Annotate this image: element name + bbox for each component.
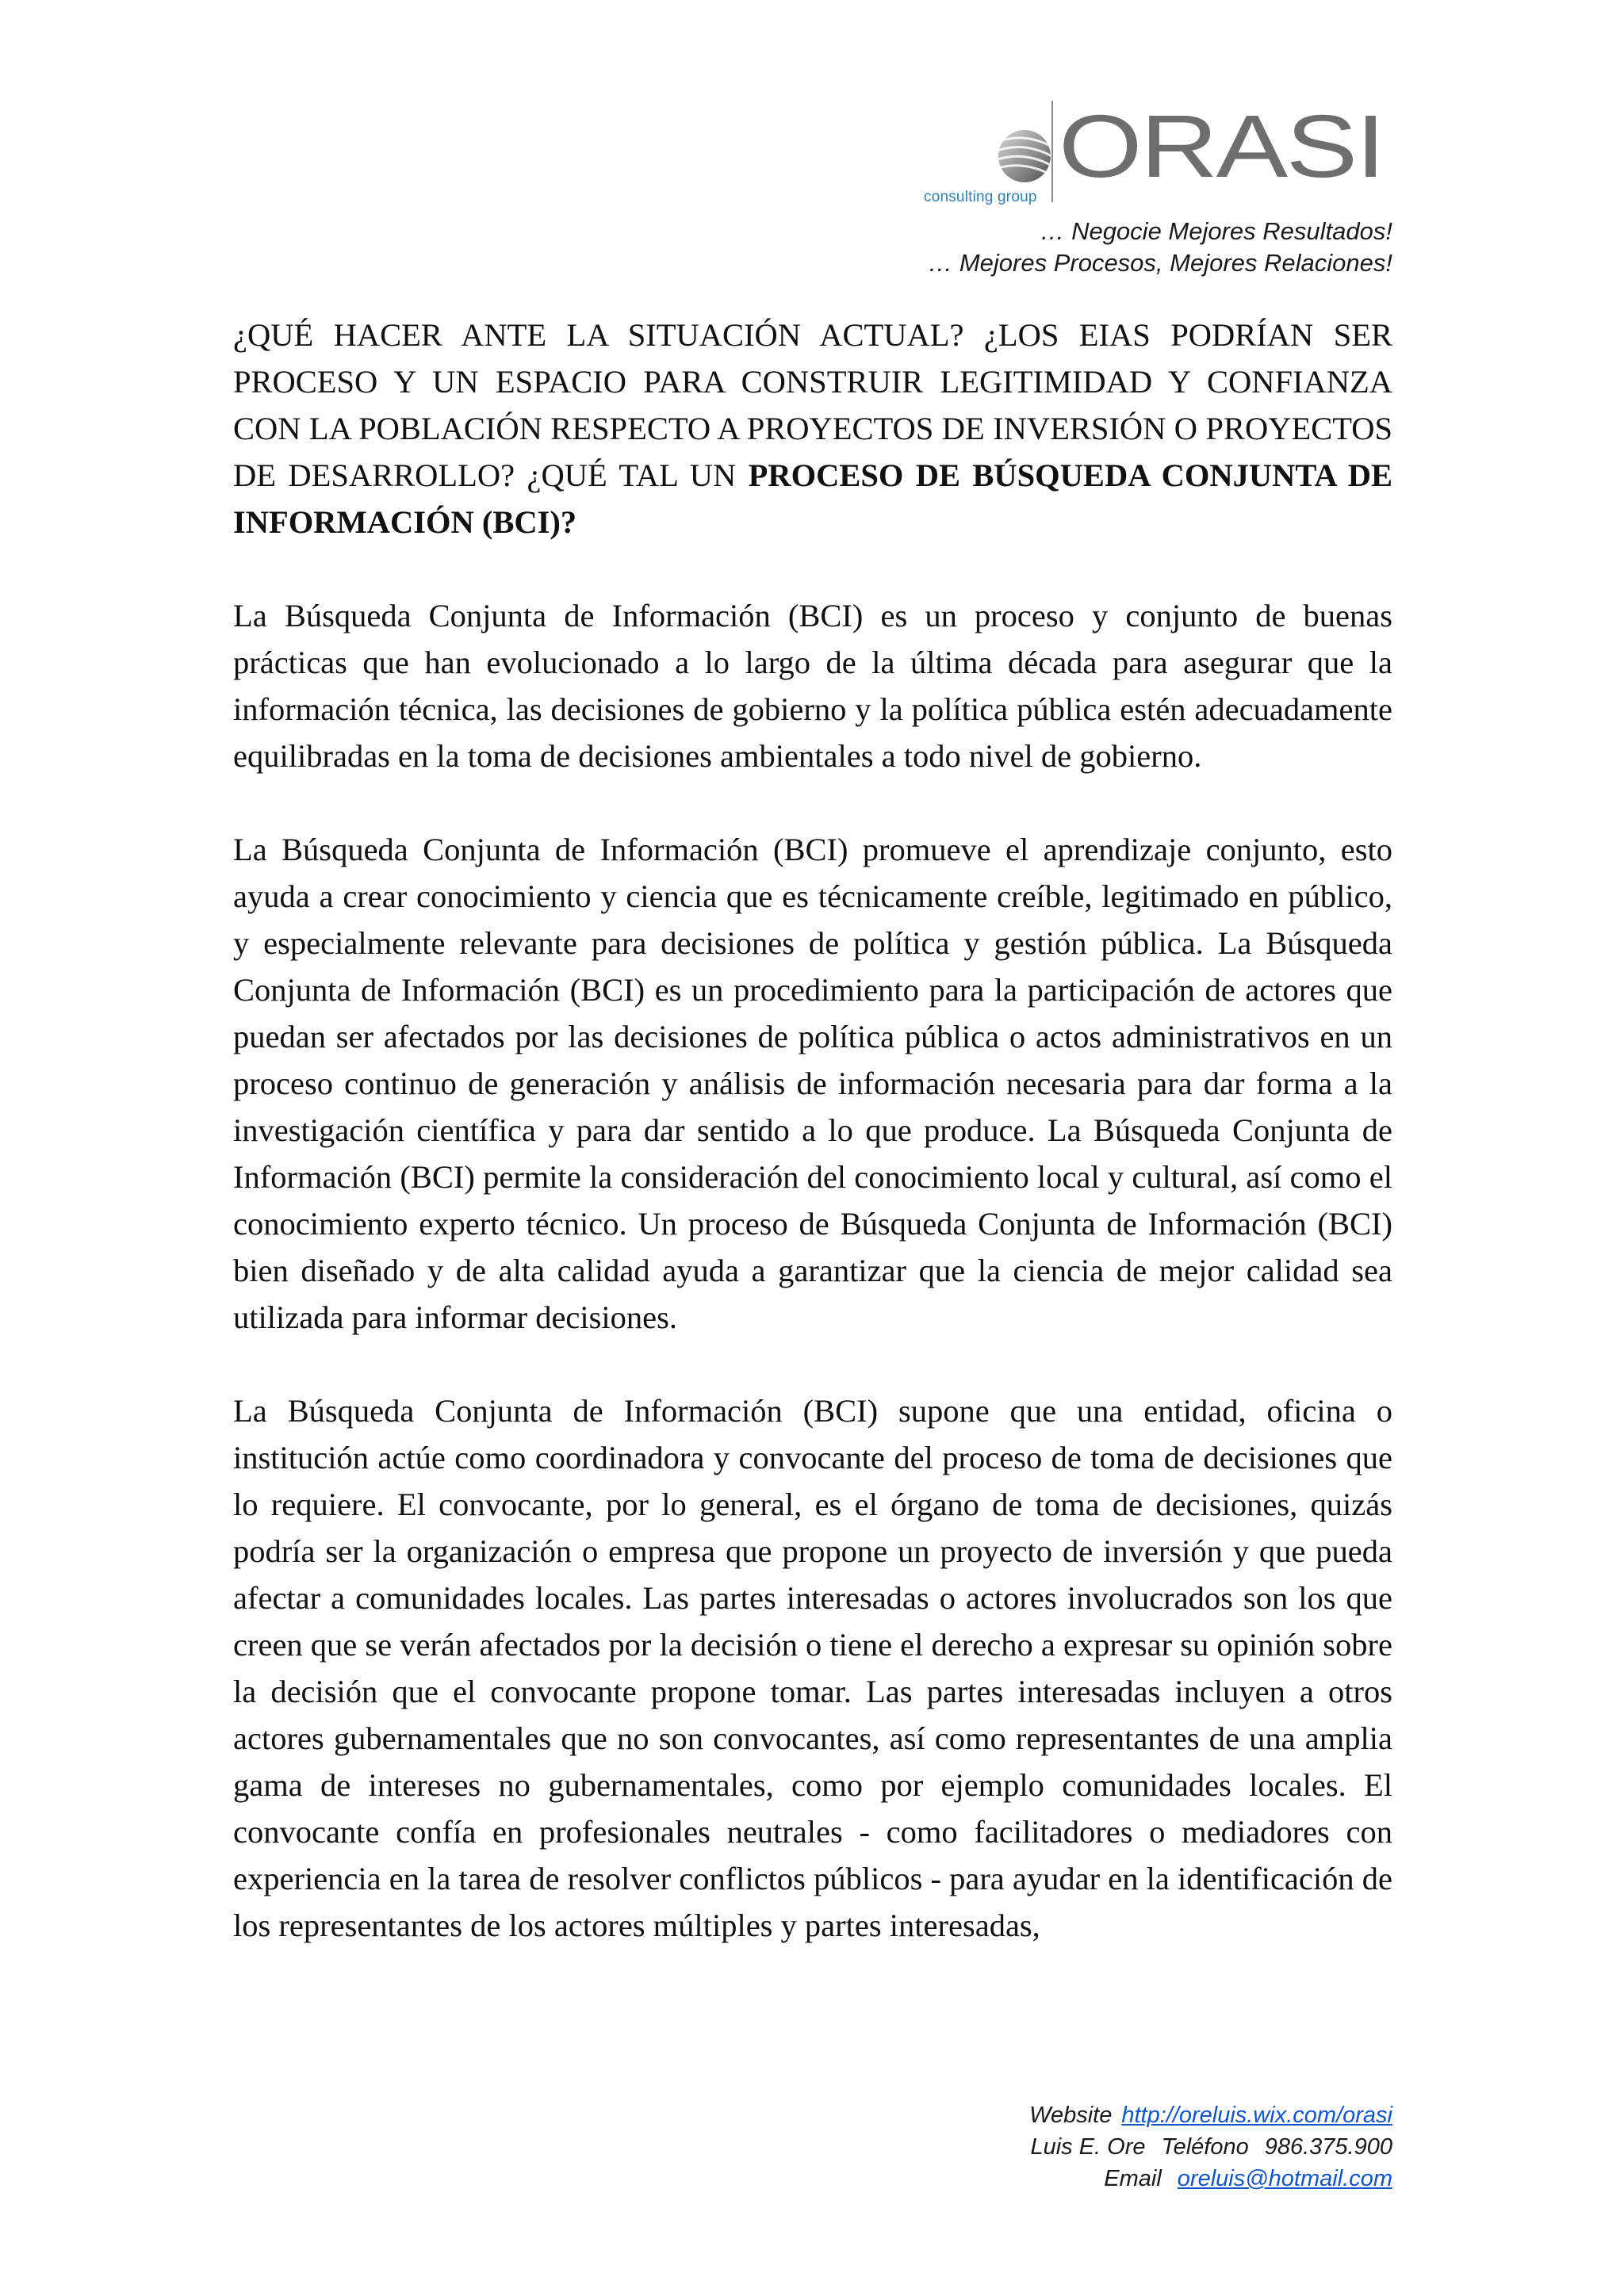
logo-wordmark: ORASI: [1059, 99, 1384, 196]
logo-subtitle: consulting group: [924, 189, 1037, 205]
email-link[interactable]: oreluis@hotmail.com: [1177, 2166, 1392, 2191]
slogan-line-2: … Mejores Procesos, Mejores Relaciones!: [928, 249, 1392, 277]
footer-phone-line: [1029, 2131, 1392, 2163]
section-heading: [233, 312, 1392, 545]
heading-bold: PROCESO DE BÚSQUEDA CONJUNTA DE INFORMACIÓN (BCI)?: [233, 457, 1392, 540]
website-label: Website: [1029, 2103, 1113, 2128]
paragraph-3: La Búsqueda Conjunta de Información (BCI) supone que una entidad, oficina o institución actúe como coordinadora y convocante del proceso de toma de decisiones que lo requiere. El convocante, por lo general, es el órgano de toma de decisiones, quizás podría ser la organización o empresa que propone un proyecto de inversión y que pueda afectar a comunidades locales. Las partes interesadas o actores involucrados son los que creen que se verán afectados por la decisión o tiene el derecho a expresar su opinión sobre la decisión que el convocante propone tomar. Las partes interesadas incluyen a otros actores gubernamentales que no son convocantes, así como representantes de una amplia gama de intereses no gubernamentales, como por ejemplo comunidades locales. El convocante confía en profesionales neutrales - como facilitadores o mediadores con experiencia en la tarea de resolver conflictos públicos - para ayudar en la identificación de los representantes de los actores múltiples y partes interesadas,: [233, 1393, 1392, 1943]
paragraph-1: La Búsqueda Conjunta de Información (BCI) es un proceso y conjunto de buenas prácticas que han evolucionado a lo largo de la última década para asegurar que la información técnica, las decisiones de gobierno y la política pública estén adecuadamente equilibradas en la toma de decisiones ambientales a todo nivel de gobierno.: [233, 598, 1392, 774]
slogan-line-1: … Negocie Mejores Resultados!: [1040, 217, 1392, 245]
website-link[interactable]: http://oreluis.wix.com/orasi: [1121, 2103, 1392, 2128]
paragraph-2: La Búsqueda Conjunta de Información (BCI) promueve el aprendizaje conjunto, esto ayuda a crear conocimiento y ciencia que es técnicamente creíble, legitimado en público, y especialmente relevante para decisiones de política y gestión pública. La Búsqueda Conjunta de Información (BCI) es un procedimiento para la participación de actores que puedan ser afectados por las decisiones de política pública o actos administrativos en un proceso continuo de generación y análisis de información necesaria para dar forma a la investigación científica y para dar sentido a lo que produce. La Búsqueda Conjunta de Información (BCI) permite la consideración del conocimiento local y cultural, así como el conocimiento experto técnico. Un proceso de Búsqueda Conjunta de Información (BCI) bien diseñado y de alta calidad ayuda a garantizar que la ciencia de mejor calidad sea utilizada para informar decisiones.: [233, 832, 1392, 1335]
footer-website-line: [1029, 2099, 1392, 2131]
globe-emblem-icon: [995, 130, 1055, 182]
footer-contact: [1029, 2099, 1392, 2195]
contact-name: Luis E. Ore: [1030, 2134, 1146, 2160]
heading-normal: ¿QUÉ HACER ANTE LA SITUACIÓN ACTUAL? ¿LOS EIAS PODRÍAN SER PROCESO Y UN ESPACIO PARA CONSTRUIR LEGITIMIDAD Y CONFIANZA CON LA POBLACIÓN RESPECTO A PROYECTOS DE INVERSIÓN O PROYECTOS DE DESARROLLO? ¿QUÉ TAL UN: [233, 317, 1392, 493]
document-body: [233, 312, 1392, 1949]
slogans: [928, 216, 1392, 279]
email-label: Email: [1104, 2166, 1162, 2191]
footer-email-line: [1029, 2163, 1392, 2195]
phone-number: 986.375.900: [1264, 2134, 1392, 2160]
phone-label: Teléfono: [1161, 2134, 1249, 2160]
